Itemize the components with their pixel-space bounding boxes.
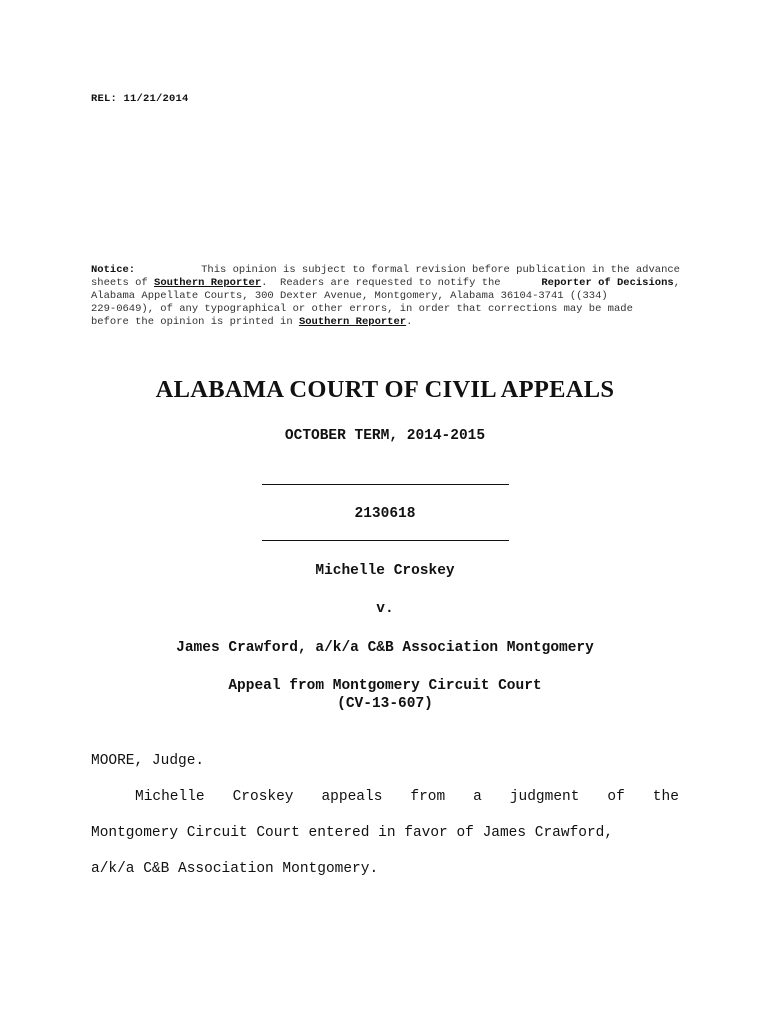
notice-line-1-text: This opinion is subject to formal revision before publication in the advance bbox=[201, 264, 680, 276]
opinion-word: Croskey bbox=[232, 789, 294, 805]
case-number: 2130618 bbox=[354, 506, 416, 522]
appellant-name: Michelle Croskey bbox=[315, 563, 455, 579]
opinion-author: MOORE, Judge. bbox=[91, 753, 205, 769]
notice-line-2-end bbox=[541, 277, 680, 290]
opinion-word: a bbox=[473, 789, 482, 805]
divider-top bbox=[262, 484, 509, 485]
divider-bottom bbox=[262, 540, 509, 541]
notice-line-5-prefix: before the opinion is printed in bbox=[91, 316, 293, 328]
opinion-word: of bbox=[607, 789, 625, 805]
notice-label: Notice: bbox=[91, 264, 136, 276]
opinion-line-3: a/k/a C&B Association Montgomery. bbox=[91, 861, 379, 877]
notice-line-5 bbox=[91, 316, 680, 329]
southern-reporter-ref-1: Southern Reporter bbox=[154, 277, 262, 289]
southern-reporter-ref-2: Southern Reporter bbox=[298, 316, 407, 328]
lower-court-case-number: (CV-13-607) bbox=[337, 696, 433, 712]
notice-line-2-middle: . Readers are requested to notify the bbox=[261, 277, 501, 289]
release-date: REL: 11/21/2014 bbox=[91, 93, 189, 105]
notice-line-5-suffix: . bbox=[406, 316, 413, 328]
notice-line-2-suffix: , bbox=[673, 277, 680, 289]
notice-line-2-start bbox=[91, 277, 501, 290]
opinion-line-2: Montgomery Circuit Court entered in favor of James Crawford, bbox=[91, 825, 614, 841]
notice-line-2 bbox=[91, 277, 680, 290]
opinion-word: appeals bbox=[321, 789, 383, 805]
opinion-line-1 bbox=[91, 789, 679, 805]
opinion-word: judgment bbox=[509, 789, 580, 805]
notice-line-2-prefix: sheets of bbox=[91, 277, 148, 289]
court-term: OCTOBER TERM, 2014-2015 bbox=[284, 428, 486, 444]
reporter-of-decisions: Reporter of Decisions bbox=[541, 277, 674, 289]
court-name: ALABAMA COURT OF CIVIL APPEALS bbox=[155, 376, 615, 403]
opinion-word: from bbox=[410, 789, 446, 805]
opinion-word: Michelle bbox=[135, 789, 205, 805]
appeal-origin: Appeal from Montgomery Circuit Court bbox=[228, 678, 542, 694]
notice-line-1 bbox=[91, 264, 680, 277]
appellee-name: James Crawford, a/k/a C&B Association Montgomery bbox=[176, 640, 594, 656]
notice-line-3: Alabama Appellate Courts, 300 Dexter Avenue, Montgomery, Alabama 36104-3741 ((334) bbox=[91, 290, 608, 302]
notice-paragraph bbox=[91, 264, 680, 329]
opinion-word: the bbox=[652, 789, 679, 805]
versus: v. bbox=[376, 601, 394, 617]
notice-line-4: 229-0649), of any typographical or other errors, in order that corrections may be made bbox=[91, 303, 633, 315]
